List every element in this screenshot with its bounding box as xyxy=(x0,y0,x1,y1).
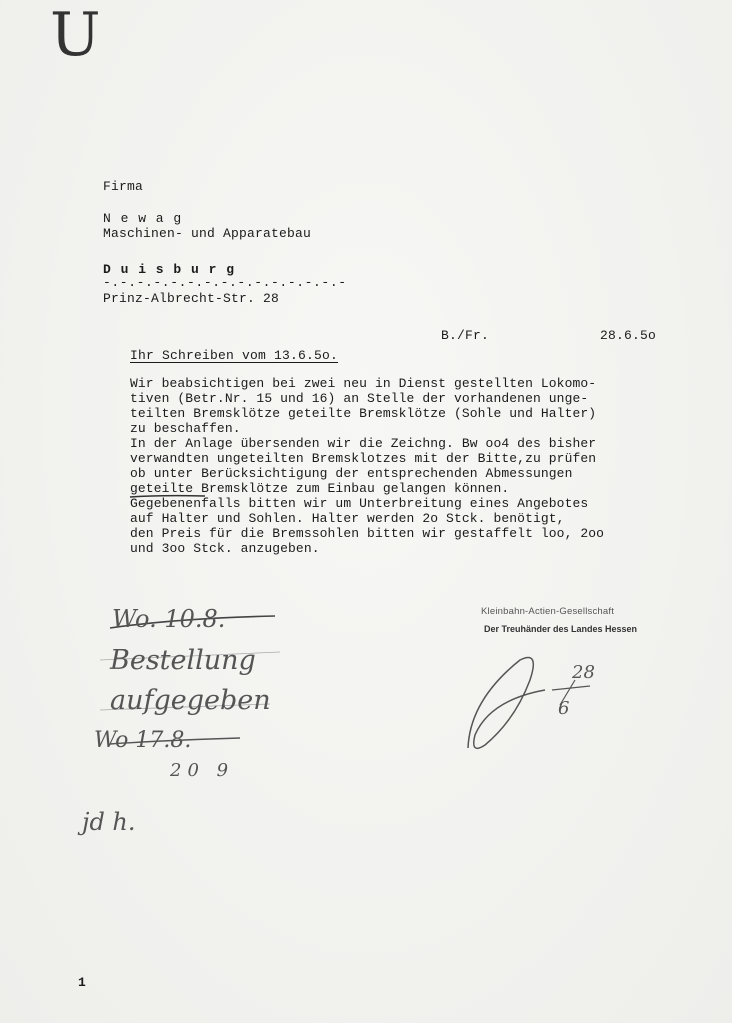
recipient-company: N e w a g xyxy=(103,211,183,226)
body-line: den Preis für die Bremssohlen bitten wir gestaffelt loo, 2oo xyxy=(130,526,605,541)
handwritten-note-wo-17-8: Wo 17.8. xyxy=(94,728,192,753)
recipient-company-desc: Maschinen- und Apparatebau xyxy=(103,226,312,241)
company-stamp-line1: Kleinbahn-Actien-Gesellschaft xyxy=(481,606,615,617)
body-line: geteilte Bremsklötze zum Einbau gelangen können. xyxy=(130,481,510,496)
handwritten-note-wo-10-8: Wo. 10.8. xyxy=(112,605,226,633)
body-line: und 3oo Stck. anzugeben. xyxy=(130,541,320,556)
recipient-prefix: Firma xyxy=(103,179,144,194)
body-line: teilten Bremsklötze geteilte Bremsklötze (Sohle und Halter) xyxy=(130,406,597,421)
company-stamp-line2: Der Treuhänder des Landes Hessen xyxy=(484,624,638,634)
page-number: 1 xyxy=(78,975,87,990)
handwritten-initials: jd h. xyxy=(82,808,136,836)
recipient-street: Prinz-Albrecht-Str. 28 xyxy=(103,291,280,306)
handwritten-note-20-9: 20 9 xyxy=(170,760,235,781)
body-line: ob unter Berücksichtigung der entsprechenden Abmessungen xyxy=(130,466,573,481)
handwritten-note-bestellung: Bestellung xyxy=(110,645,256,676)
body-line: auf Halter und Sohlen. Halter werden 2o Stck. benötigt, xyxy=(130,511,565,526)
handwritten-note-aufgegeben: aufgegeben xyxy=(110,685,271,716)
subject-line: Ihr Schreiben vom 13.6.5o. xyxy=(130,348,339,363)
body-line: verwandten ungeteilten Bremsklotzes mit der Bitte,zu prüfen xyxy=(130,451,597,466)
corner-mark: U xyxy=(50,0,101,70)
recipient-city-rule: -.-.-.-.-.-.-.-.-.-.-.-.-.-.- xyxy=(103,275,347,290)
reference-date: 28.6.5o xyxy=(600,328,657,343)
body-line: tiven (Betr.Nr. 15 und 16) an Stelle der vorhandenen unge- xyxy=(130,391,589,406)
signature-date-top: 28 xyxy=(572,662,595,683)
body-line: Gegebenenfalls bitten wir um Unterbreitung eines Angebotes xyxy=(130,496,589,511)
reference-code: B./Fr. xyxy=(441,328,490,343)
recipient-city: D u i s b u r g xyxy=(103,262,236,277)
body-line: In der Anlage übersenden wir die Zeichng. Bw oo4 des bisher xyxy=(130,436,597,451)
body-line: zu beschaffen. xyxy=(130,421,241,436)
body-line: Wir beabsichtigen bei zwei neu in Dienst gestellten Lokomo- xyxy=(130,376,597,391)
signature-date-bottom: 6 xyxy=(558,698,570,719)
